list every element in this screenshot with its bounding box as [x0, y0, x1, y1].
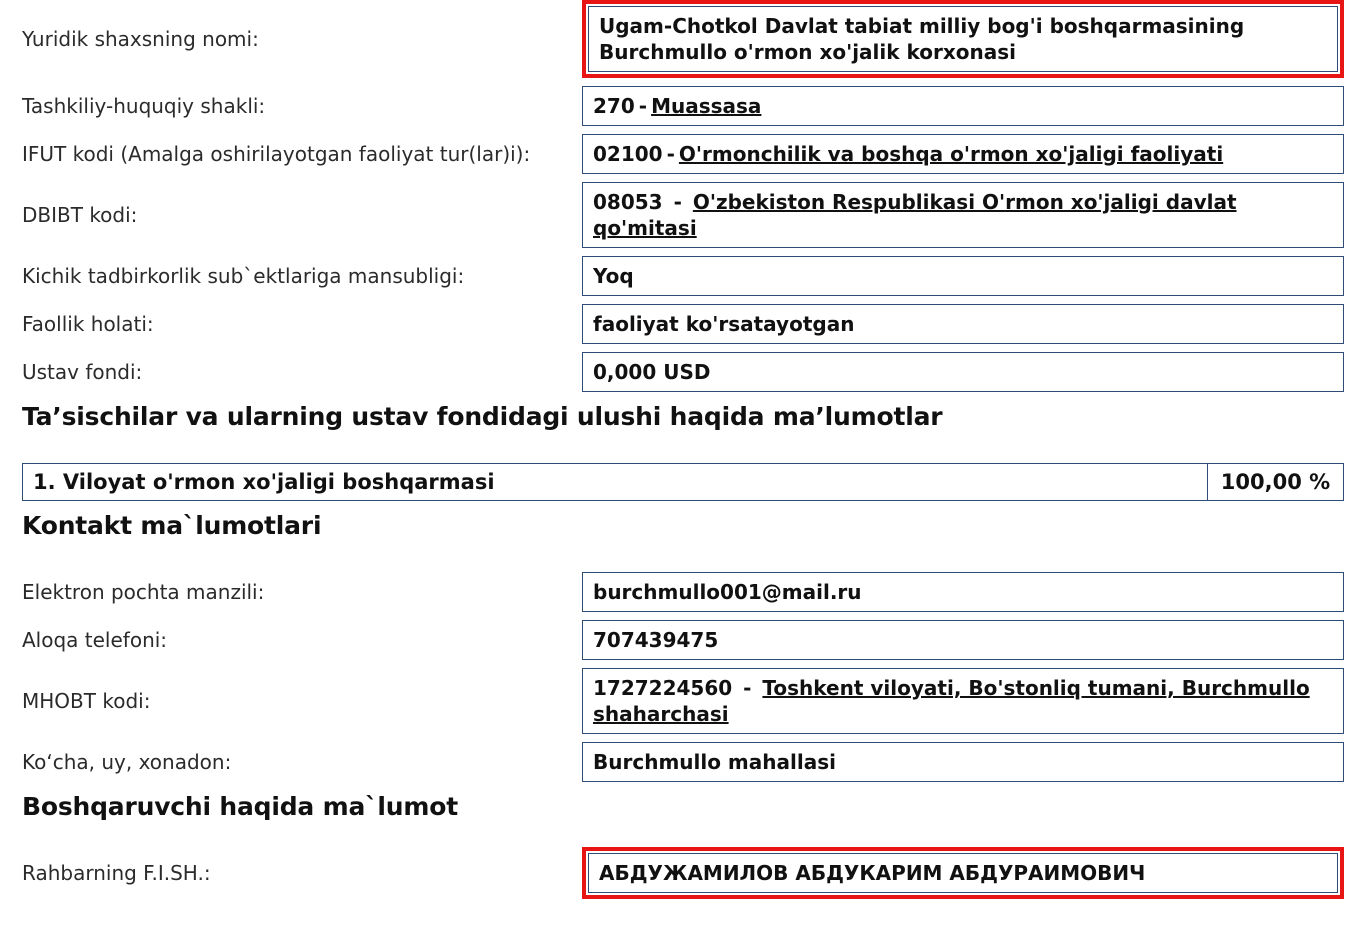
field-value-manager-name[interactable]: АБДУЖАМИЛОВ АБДУКАРИМ АБДУРАИМОВИЧ: [588, 853, 1338, 893]
highlight-frame-manager-name: [582, 847, 1344, 899]
field-label-mhobt-code: MHOBT kodi:: [22, 688, 151, 713]
field-label-ifut-code: IFUT kodi (Amalga oshirilayotgan faoliyat tur(lar)i):: [22, 141, 531, 166]
field-value-street-address[interactable]: Burchmullo mahallasi: [582, 742, 1344, 782]
field-label-phone: Aloqa telefoni:: [22, 627, 168, 652]
field-label-manager-name: Rahbarning F.I.SH.:: [22, 860, 211, 885]
founder-name: 1. Viloyat o'rmon xo'jaligi boshqarmasi: [22, 463, 1208, 501]
separator-dash: -: [743, 676, 752, 700]
field-row-dbibt-code: [22, 182, 1344, 248]
separator-dash: -: [666, 142, 675, 166]
field-value-company-name[interactable]: Ugam-Chotkol Davlat tabiat milliy bog'i boshqarmasining Burchmullo o'rmon xo'jalik korxonasi: [588, 6, 1338, 72]
field-row-ifut-code: [22, 134, 1344, 174]
field-row-company-name: [22, 0, 1344, 78]
field-label-small-business: Kichik tadbirkorlik sub`ektlariga mansubligi:: [22, 263, 465, 288]
company-info-section: [22, 0, 1344, 392]
field-row-legal-form: [22, 86, 1344, 126]
dbibt-code: 08053: [593, 190, 663, 214]
field-row-street-address: [22, 742, 1344, 782]
field-row-email: [22, 572, 1344, 612]
field-value-charter-fund[interactable]: 0,000 USD: [582, 352, 1344, 392]
founder-share: 100,00 %: [1208, 463, 1344, 501]
field-value-dbibt-code[interactable]: [582, 182, 1344, 248]
field-label-activity-status: Faollik holati:: [22, 311, 154, 336]
dbibt-link[interactable]: O'zbekiston Respublikasi O'rmon xo'jaligi davlat qo'mitasi: [593, 190, 1237, 240]
contact-section-title: Kontakt ma`lumotlari: [22, 511, 322, 540]
field-value-ifut-code[interactable]: [582, 134, 1344, 174]
field-label-charter-fund: Ustav fondi:: [22, 359, 143, 384]
field-row-charter-fund: [22, 352, 1344, 392]
field-value-activity-status[interactable]: faoliyat ko'rsatayotgan: [582, 304, 1344, 344]
founders-section-title: Ta’sischilar va ularning ustav fondidagi ulushi haqida ma’lumotlar: [22, 402, 943, 431]
highlight-frame-company-name: [582, 0, 1344, 78]
separator-dash: -: [638, 94, 648, 118]
legal-form-link[interactable]: Muassasa: [651, 94, 762, 118]
field-label-dbibt-code: DBIBT kodi:: [22, 202, 138, 227]
separator-dash: -: [673, 190, 682, 214]
field-label-legal-form: Tashkiliy-huquqiy shakli:: [22, 93, 266, 118]
ifut-link[interactable]: O'rmonchilik va boshqa o'rmon xo'jaligi faoliyati: [678, 142, 1224, 166]
field-value-email[interactable]: burchmullo001@mail.ru: [582, 572, 1344, 612]
field-row-manager-name: [22, 847, 1344, 899]
field-row-phone: [22, 620, 1344, 660]
field-row-mhobt-code: [22, 668, 1344, 734]
field-row-activity-status: [22, 304, 1344, 344]
legal-form-code: 270: [593, 94, 635, 118]
mhobt-link[interactable]: Toshkent viloyati, Bo'stonliq tumani, Burchmullo shaharchasi: [593, 676, 1310, 726]
manager-section-title: Boshqaruvchi haqida ma`lumot: [22, 792, 458, 821]
field-label-company-name: Yuridik shaxsning nomi:: [22, 26, 259, 51]
field-label-street-address: Ko‘cha, uy, xonadon:: [22, 749, 232, 774]
mhobt-code: 1727224560: [593, 676, 733, 700]
field-value-phone[interactable]: 707439475: [582, 620, 1344, 660]
field-row-small-business: [22, 256, 1344, 296]
field-value-legal-form[interactable]: [582, 86, 1344, 126]
field-label-email: Elektron pochta manzili:: [22, 579, 265, 604]
field-value-small-business[interactable]: Yoq: [582, 256, 1344, 296]
field-value-mhobt-code[interactable]: [582, 668, 1344, 734]
ifut-code: 02100: [593, 142, 663, 166]
founder-row: [22, 463, 1344, 501]
